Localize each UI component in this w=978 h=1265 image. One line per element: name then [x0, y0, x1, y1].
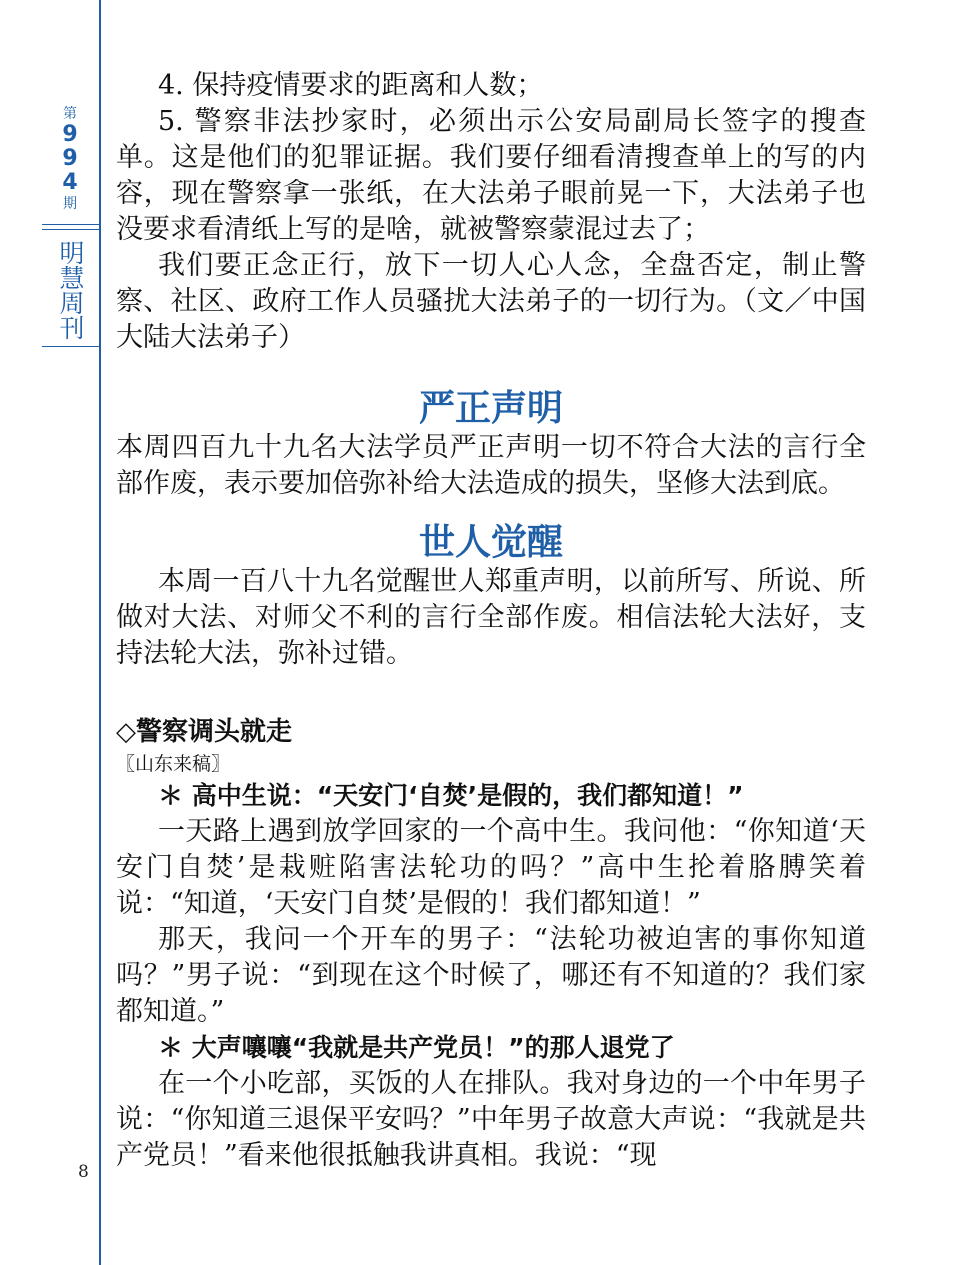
- paragraph-item-5: 5. 警察非法抄家时，必须出示公安局副局长签字的搜查单。这是他们的犯罪证据。我们要仔细看清搜查单上的写的内容，现在警察拿一张纸，在大法弟子眼前晃一下，大法弟子也没要求看清纸上写的是啥，就被警察蒙混过去了；: [116, 106, 866, 245]
- divider: [42, 229, 100, 230]
- issue-number: [40, 105, 100, 225]
- article-paragraph: 一天路上遇到放学回家的一个高中生。我问他：“你知道‘天安门自焚’是栽赃陷害法轮功的吗？”高中生抡着胳膊笑着说：“知道，‘天安门自焚’是假的！我们都知道！”: [116, 816, 866, 919]
- article-paragraph: 在一个小吃部，买饭的人在排队。我对身边的一个中年男子说：“你知道三退保平安吗？”中年男子故意大声说：“我就是共产党员！”看来他很抵触我讲真相。我说：“现: [116, 1068, 866, 1171]
- divider: [42, 346, 100, 347]
- page-content: [116, 68, 866, 1174]
- divider: [42, 224, 100, 225]
- section-text-awakening: 本周一百八十九名觉醒世人郑重声明，以前所写、所说、所做对大法、对师父不利的言行全部作废。相信法轮大法好，支持法轮大法，弥补过错。: [116, 566, 866, 669]
- subheading: ＊ 高中生说：“天安门‘自焚’是假的，我们都知道！”: [158, 781, 744, 810]
- issue-digit: 9: [62, 146, 78, 171]
- issue-suffix: 期: [63, 196, 77, 212]
- subheading: ＊ 大声嚷嚷“我就是共产党员！”的那人退党了: [158, 1033, 675, 1062]
- paragraph-closing: 我们要正念正行，放下一切人心人念，全盘否定，制止警察、社区、政府工作人员骚扰大法弟子的一切行为。（文／中国大陆大法弟子）: [116, 250, 866, 353]
- page-number: 8: [78, 1162, 89, 1182]
- issue-digit: 9: [62, 122, 78, 147]
- article-title: ◇警察调头就走: [116, 717, 292, 747]
- article-source: 〖山东来稿〗: [116, 753, 231, 775]
- issue-prefix: 第: [63, 106, 77, 122]
- section-text-declaration: 本周四百九十九名大法学员严正声明一切不符合大法的言行全部作废，表示要加倍弥补给大法造成的损失，坚修大法到底。: [116, 432, 866, 499]
- magazine-name: 明慧周刊: [56, 240, 85, 340]
- section-title-declaration: 严正声明: [418, 387, 563, 429]
- section-title-awakening: 世人觉醒: [418, 521, 563, 563]
- paragraph-item-4: 4. 保持疫情要求的距离和人数；: [158, 70, 544, 101]
- margin-sidebar: [0, 0, 100, 1265]
- issue-digit: 4: [62, 170, 78, 195]
- article-paragraph: 那天，我问一个开车的男子：“法轮功被迫害的事你知道吗？”男子说：“到现在这个时候了，哪还有不知道的？我们家都知道。”: [116, 924, 866, 1027]
